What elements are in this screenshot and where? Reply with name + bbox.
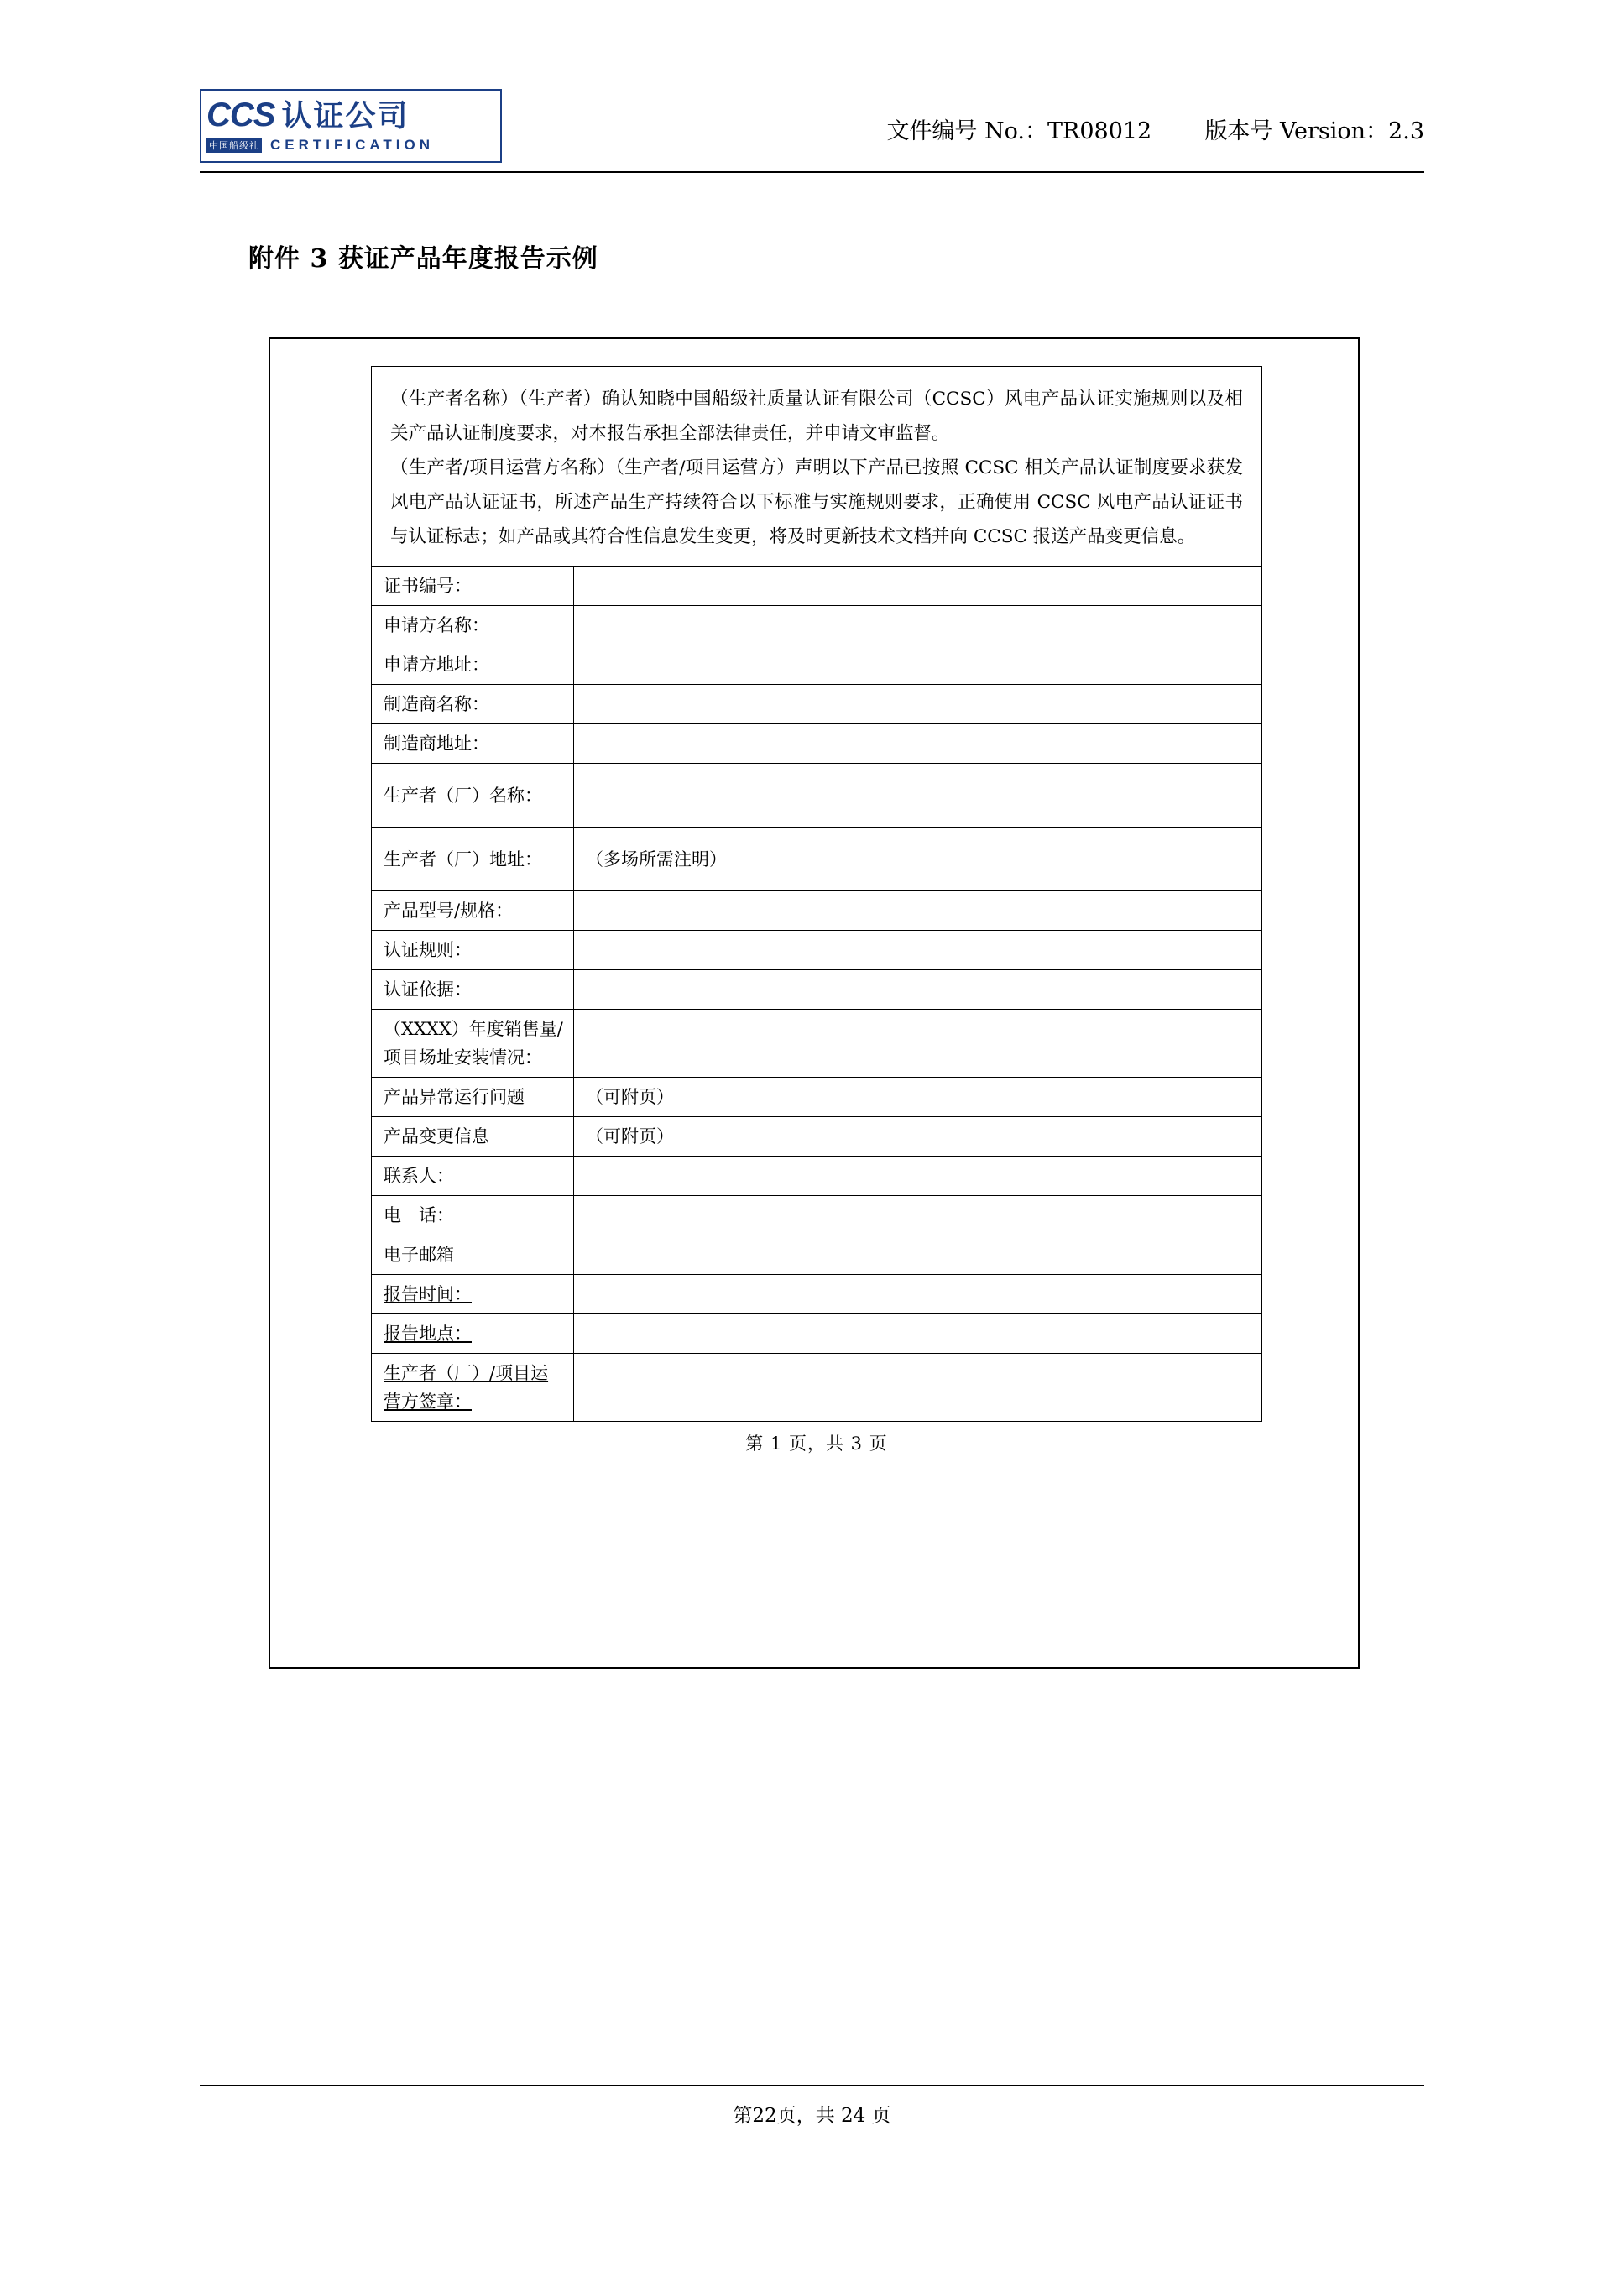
table-row bbox=[372, 1275, 1262, 1314]
field-value[interactable] bbox=[574, 764, 1262, 828]
field-value[interactable] bbox=[574, 1010, 1262, 1078]
field-label: 生产者（厂）地址： bbox=[372, 828, 574, 891]
field-label: 产品型号/规格： bbox=[372, 891, 574, 931]
field-label: 电子邮箱 bbox=[372, 1235, 574, 1275]
table-row bbox=[372, 685, 1262, 724]
field-label-text: 报告地点： bbox=[384, 1324, 472, 1344]
logo-sub-cn: 中国船级社 bbox=[206, 138, 262, 153]
field-label: 申请方名称： bbox=[372, 606, 574, 645]
field-value[interactable] bbox=[574, 645, 1262, 685]
field-label: （XXXX）年度销售量/项目场址安装情况： bbox=[372, 1010, 574, 1078]
field-value[interactable] bbox=[574, 1196, 1262, 1235]
form-table-body bbox=[372, 567, 1262, 1422]
field-value[interactable] bbox=[574, 685, 1262, 724]
logo-secondary-row bbox=[206, 137, 500, 154]
annual-report-form bbox=[371, 366, 1262, 1455]
table-row bbox=[372, 1010, 1262, 1078]
field-label bbox=[372, 1354, 574, 1422]
page-title: 附件 3 获证产品年度报告示例 bbox=[248, 244, 598, 274]
field-label: 证书编号： bbox=[372, 567, 574, 606]
field-value[interactable] bbox=[574, 1354, 1262, 1422]
field-value[interactable] bbox=[574, 931, 1262, 970]
field-label: 生产者（厂）名称： bbox=[372, 764, 574, 828]
logo-brand-abbr: CCS bbox=[206, 97, 275, 133]
field-value[interactable] bbox=[574, 606, 1262, 645]
table-row bbox=[372, 1314, 1262, 1354]
header-divider bbox=[200, 171, 1424, 173]
table-row bbox=[372, 1157, 1262, 1196]
logo-primary-row bbox=[206, 98, 500, 132]
field-label: 制造商名称： bbox=[372, 685, 574, 724]
field-label-text: 生产者（厂）/项目运营方签章： bbox=[384, 1363, 549, 1412]
table-row bbox=[372, 764, 1262, 828]
field-label: 产品异常运行问题 bbox=[372, 1078, 574, 1117]
table-row bbox=[372, 1196, 1262, 1235]
field-label: 申请方地址： bbox=[372, 645, 574, 685]
field-label: 制造商地址： bbox=[372, 724, 574, 764]
table-row bbox=[372, 645, 1262, 685]
field-value[interactable] bbox=[574, 1314, 1262, 1354]
field-value[interactable] bbox=[574, 891, 1262, 931]
table-row bbox=[372, 931, 1262, 970]
field-value[interactable] bbox=[574, 567, 1262, 606]
page-header bbox=[200, 81, 1424, 173]
field-label: 认证规则： bbox=[372, 931, 574, 970]
field-value[interactable] bbox=[574, 970, 1262, 1010]
document-number: 文件编号 No.：TR08012 bbox=[886, 118, 1152, 144]
table-row bbox=[372, 891, 1262, 931]
field-label: 产品变更信息 bbox=[372, 1117, 574, 1157]
statement-paragraph-1: （生产者名称）（生产者）确认知晓中国船级社质量认证有限公司（CCSC）风电产品认证实施规则以及相关产品认证制度要求，对本报告承担全部法律责任，并申请文审监督。 bbox=[390, 389, 1243, 444]
field-value[interactable] bbox=[574, 1235, 1262, 1275]
field-value[interactable]: （可附页） bbox=[574, 1078, 1262, 1117]
footer-page-number: 第22页，共 24 页 bbox=[733, 2105, 891, 2127]
field-value[interactable] bbox=[574, 724, 1262, 764]
form-statement bbox=[371, 366, 1262, 566]
form-page-indicator: 第 1 页，共 3 页 bbox=[745, 1434, 888, 1454]
table-row bbox=[372, 1078, 1262, 1117]
field-value[interactable]: （多场所需注明） bbox=[574, 828, 1262, 891]
table-row bbox=[372, 1117, 1262, 1157]
field-label: 联系人： bbox=[372, 1157, 574, 1196]
table-row bbox=[372, 724, 1262, 764]
ccs-logo bbox=[200, 89, 502, 163]
header-document-meta bbox=[886, 112, 1424, 145]
field-label bbox=[372, 1314, 574, 1354]
table-row bbox=[372, 567, 1262, 606]
field-label: 认证依据： bbox=[372, 970, 574, 1010]
table-row bbox=[372, 1235, 1262, 1275]
table-row bbox=[372, 970, 1262, 1010]
field-label-text: 报告时间： bbox=[384, 1284, 472, 1304]
field-value[interactable] bbox=[574, 1157, 1262, 1196]
table-row bbox=[372, 1354, 1262, 1422]
example-container bbox=[269, 337, 1360, 1669]
field-label bbox=[372, 1275, 574, 1314]
field-value[interactable]: （可附页） bbox=[574, 1117, 1262, 1157]
table-row bbox=[372, 606, 1262, 645]
form-fields-table bbox=[371, 566, 1262, 1422]
footer-divider bbox=[200, 2085, 1424, 2086]
logo-sub-en: CERTIFICATION bbox=[270, 137, 435, 153]
statement-paragraph-2: （生产者/项目运营方名称）（生产者/项目运营方）声明以下产品已按照 CCSC 相关产品认证制度要求获发风电产品认证证书，所述产品生产持续符合以下标准与实施规则要求，正确使用 CCSC 风电产品认证证书与认证标志；如产品或其符合性信息发生变更，将及时更新技术文档并向 CCSC 报送产品变更信息。 bbox=[390, 457, 1243, 547]
table-row bbox=[372, 828, 1262, 891]
logo-brand-cn: 认证公司 bbox=[281, 99, 410, 133]
field-label: 电 话： bbox=[372, 1196, 574, 1235]
page-footer bbox=[200, 2085, 1424, 2128]
document-version: 版本号 Version：2.3 bbox=[1204, 118, 1424, 144]
field-value[interactable] bbox=[574, 1275, 1262, 1314]
